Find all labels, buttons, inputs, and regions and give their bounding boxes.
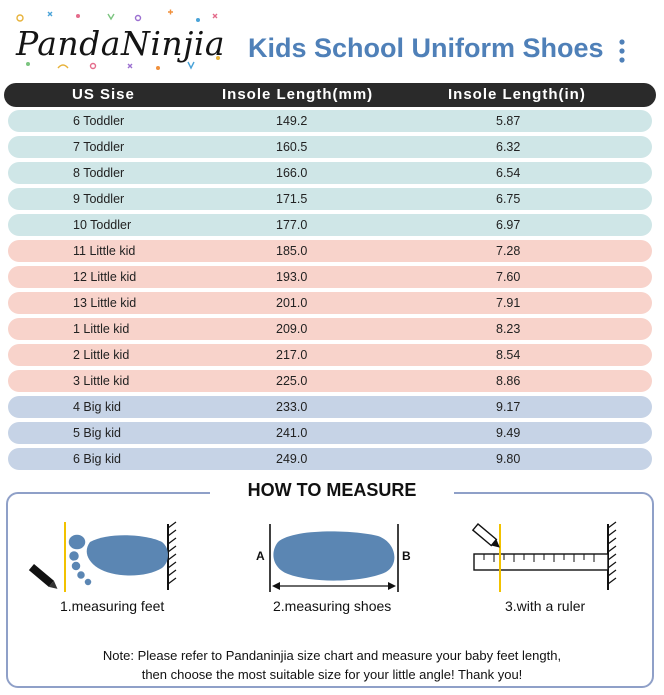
cell-in: 6.32 — [496, 140, 521, 154]
cell-in: 9.49 — [496, 426, 521, 440]
marker-a: A — [256, 549, 265, 563]
cell-size: 6 Toddler — [73, 114, 125, 128]
cell-size: 7 Toddler — [73, 140, 125, 154]
cell-mm: 225.0 — [276, 374, 308, 388]
page-title: Kids School Uniform Shoes — [248, 33, 604, 63]
cell-size: 12 Little kid — [73, 270, 137, 284]
shoe-insole-icon — [254, 522, 414, 594]
size-table-header — [4, 83, 656, 107]
cell-mm: 193.0 — [276, 270, 308, 284]
cell-in: 9.17 — [496, 400, 521, 414]
table-row — [8, 214, 652, 236]
cell-mm: 233.0 — [276, 400, 308, 414]
note-line-2: then choose the most suitable size for your little angle! Thank you! — [141, 667, 523, 682]
table-row — [8, 318, 652, 340]
brand-logo-text: PandaNinjia — [16, 24, 226, 63]
table-row — [8, 240, 652, 262]
cell-size: 2 Little kid — [73, 348, 130, 362]
cell-size: 1 Little kid — [73, 322, 130, 336]
cell-mm: 149.2 — [276, 114, 308, 128]
cell-size: 4 Big kid — [73, 400, 121, 414]
cell-in: 6.75 — [496, 192, 521, 206]
cell-in: 6.97 — [496, 218, 521, 232]
table-row — [8, 292, 652, 314]
cell-in: 8.54 — [496, 348, 521, 362]
cell-size: 3 Little kid — [73, 374, 130, 388]
more-dots-icon — [618, 38, 626, 64]
cell-mm: 209.0 — [276, 322, 308, 336]
step-measuring-shoes-label: 2.measuring shoes — [273, 598, 392, 614]
step-measuring-feet-label: 1.measuring feet — [60, 598, 165, 614]
how-to-measure-heading: HOW TO MEASURE — [210, 480, 454, 501]
step-with-ruler-label: 3.with a ruler — [505, 598, 586, 614]
marker-b: B — [402, 549, 411, 563]
header-insole-in: Insole Length(in) — [448, 86, 586, 103]
header-insole-mm: Insole Length(mm) — [222, 86, 374, 103]
table-row — [8, 396, 652, 418]
table-row — [8, 110, 652, 132]
cell-mm: 177.0 — [276, 218, 308, 232]
cell-in: 7.28 — [496, 244, 521, 258]
cell-in: 9.80 — [496, 452, 521, 466]
table-row — [8, 448, 652, 470]
cell-size: 6 Big kid — [73, 452, 121, 466]
footprint-icon — [28, 520, 188, 592]
table-row — [8, 188, 652, 210]
table-row — [8, 136, 652, 158]
cell-mm: 185.0 — [276, 244, 308, 258]
cell-mm: 249.0 — [276, 452, 308, 466]
cell-size: 8 Toddler — [73, 166, 125, 180]
table-row — [8, 266, 652, 288]
cell-mm: 217.0 — [276, 348, 308, 362]
ruler-icon — [470, 520, 630, 592]
cell-mm: 160.5 — [276, 140, 308, 154]
cell-size: 13 Little kid — [73, 296, 137, 310]
table-row — [8, 370, 652, 392]
brand-logo — [8, 6, 230, 76]
cell-in: 6.54 — [496, 166, 521, 180]
note-line-1: Note: Please refer to Pandaninjia size chart and measure your baby feet length, — [102, 648, 562, 663]
size-table-body — [8, 110, 652, 474]
cell-size: 5 Big kid — [73, 426, 121, 440]
header-us-size: US Sise — [72, 86, 135, 103]
cell-mm: 171.5 — [276, 192, 308, 206]
cell-in: 7.91 — [496, 296, 521, 310]
cell-mm: 241.0 — [276, 426, 308, 440]
cell-size: 9 Toddler — [73, 192, 125, 206]
cell-in: 8.86 — [496, 374, 521, 388]
cell-in: 5.87 — [496, 114, 521, 128]
cell-in: 7.60 — [496, 270, 521, 284]
measurement-note — [30, 646, 634, 684]
cell-in: 8.23 — [496, 322, 521, 336]
table-row — [8, 162, 652, 184]
cell-mm: 166.0 — [276, 166, 308, 180]
cell-size: 11 Little kid — [73, 244, 136, 258]
cell-mm: 201.0 — [276, 296, 308, 310]
table-row — [8, 422, 652, 444]
cell-size: 10 Toddler — [73, 218, 132, 232]
table-row — [8, 344, 652, 366]
